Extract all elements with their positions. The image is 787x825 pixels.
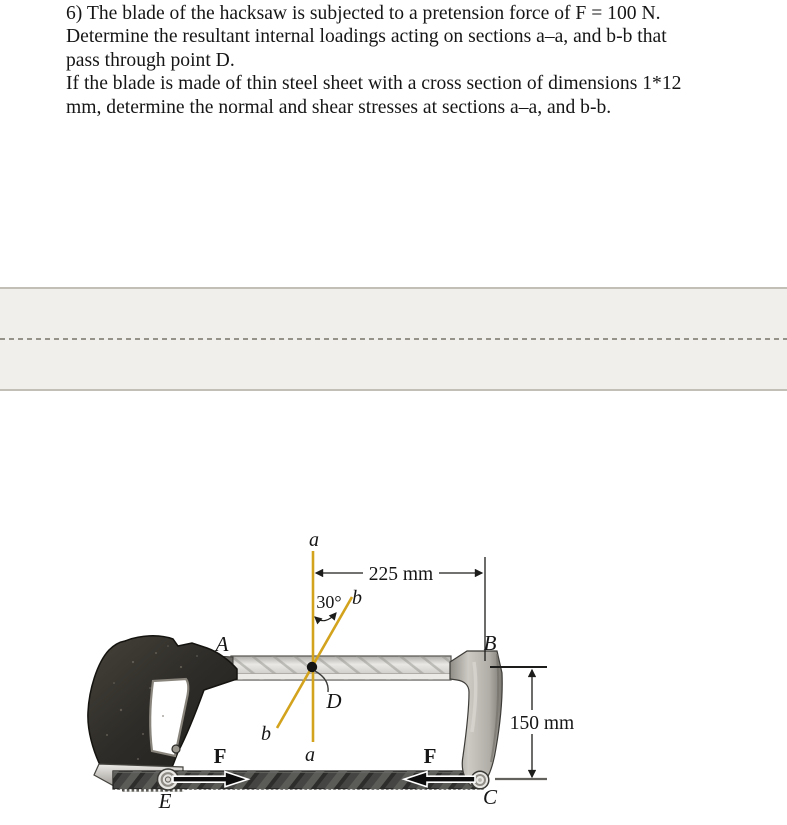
- dashed-divider: [0, 338, 787, 340]
- label-F-left: F: [213, 744, 227, 768]
- frame-top-beam: [231, 656, 451, 680]
- angle-arc-arrow: [315, 613, 336, 621]
- label-b-bottom: b: [261, 723, 271, 745]
- label-b-top: b: [352, 587, 362, 609]
- problem-text-line: Determine the resultant internal loadings acting on sections a–a, and b-b that: [66, 26, 667, 48]
- frame-right-arm: [450, 651, 502, 785]
- label-a-bottom: a: [305, 744, 315, 766]
- figure-container: [55, 520, 615, 825]
- problem-text-line: 6) The blade of the hacksaw is subjected to a pretension force of F = 100 N.: [66, 3, 661, 24]
- label-dim-150mm: 150 mm: [509, 713, 575, 734]
- label-angle-30deg: 30°: [316, 592, 342, 612]
- handle-grip-hole: [150, 679, 188, 756]
- problem-statement: [66, 2, 681, 119]
- separator-band: [0, 287, 787, 391]
- label-A: A: [215, 632, 229, 656]
- label-E: E: [158, 789, 172, 813]
- problem-text-line: mm, determine the normal and shear stresses at sections a–a, and b-b.: [66, 96, 612, 118]
- label-C: C: [482, 785, 498, 809]
- problem-text-line: If the blade is made of thin steel sheet with a cross section of dimensions 1*12: [66, 73, 682, 95]
- label-B: B: [483, 631, 497, 655]
- label-F-right: F: [423, 744, 437, 768]
- hacksaw-figure: [55, 520, 615, 825]
- handle-screw: [172, 745, 180, 753]
- problem-text-line: pass through point D.: [66, 49, 235, 71]
- label-dim-225mm: 225 mm: [368, 564, 434, 585]
- label-a-top: a: [309, 529, 319, 551]
- label-D: D: [326, 689, 342, 713]
